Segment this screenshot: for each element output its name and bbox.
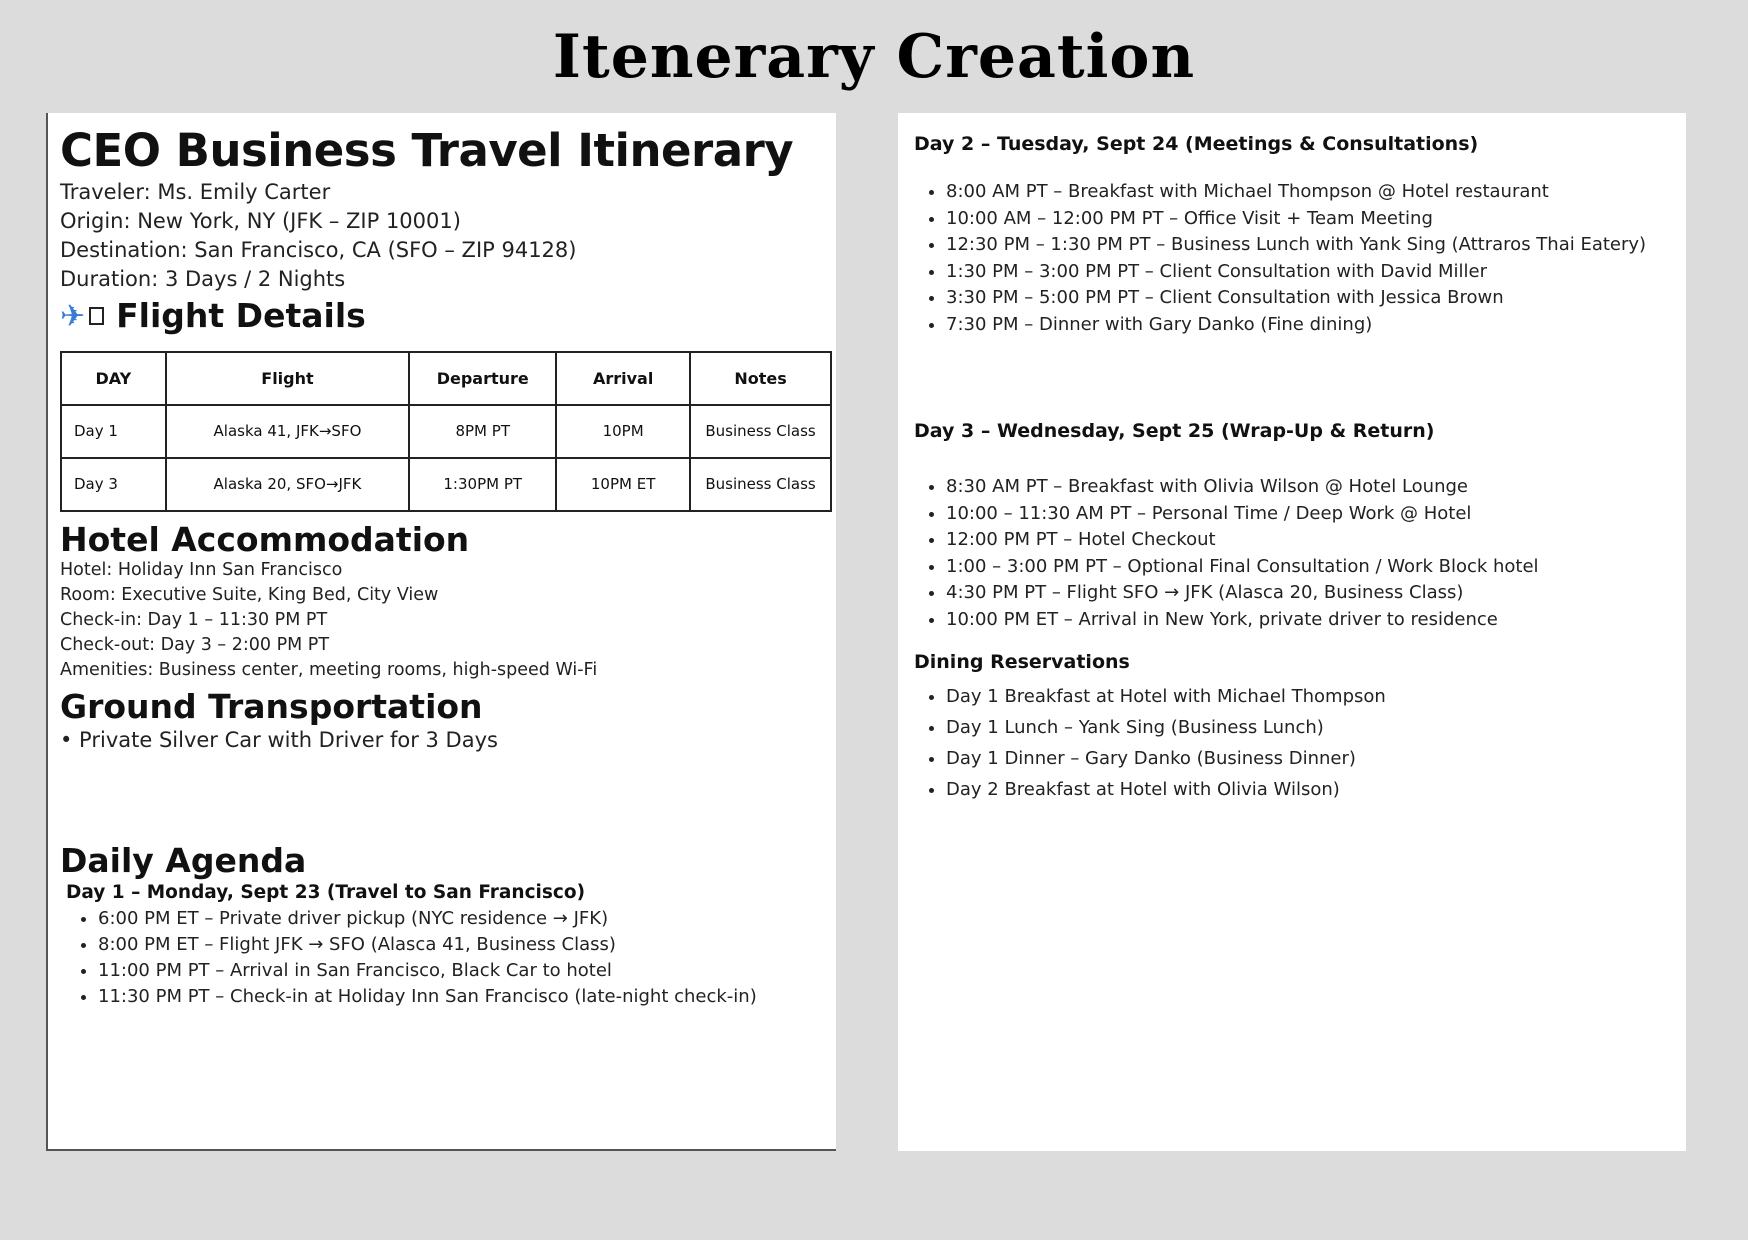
column-header: Flight [166, 352, 410, 405]
table-cell: Day 3 [61, 458, 166, 511]
list-item: • 8:00 PM ET – Flight JFK → SFO (Alasca 41, Business Class) [98, 932, 824, 958]
table-row [61, 405, 831, 458]
hotel-checkin-line: Check-in: Day 1 – 11:30 PM PT [60, 609, 328, 630]
table-cell: Day 1 [61, 405, 166, 458]
list-item: • 8:30 AM PT – Breakfast with Olivia Wilson @ Hotel Lounge [946, 474, 1670, 501]
table-cell: Alaska 41, JFK→SFO [166, 405, 410, 458]
table-cell: 10PM [556, 405, 690, 458]
list-item: • 1:00 – 3:00 PM PT – Optional Final Consultation / Work Block hotel [946, 554, 1670, 581]
table-cell: Business Class [690, 458, 831, 511]
table-row [61, 458, 831, 511]
hotel-checkout-line: Check-out: Day 3 – 2:00 PM PT [60, 634, 330, 655]
flight-details-heading-row [60, 298, 824, 334]
day3-heading: Day 3 – Wednesday, Sept 25 (Wrap-Up & Return) [914, 420, 1435, 442]
list-item: • 10:00 – 11:30 AM PT – Personal Time / Deep Work @ Hotel [946, 501, 1670, 528]
missing-glyph-icon [89, 307, 104, 325]
flight-details-heading: Flight Details [116, 296, 366, 336]
list-item: • Day 1 Breakfast at Hotel with Michael Thompson [946, 681, 1670, 712]
hotel-amenities-line: Amenities: Business center, meeting rooms, high-speed Wi-Fi [60, 659, 598, 680]
table-cell: 10PM ET [556, 458, 690, 511]
list-item: • Day 1 Lunch – Yank Sing (Business Lunch) [946, 712, 1670, 743]
column-header: Departure [409, 352, 556, 405]
day1-list [60, 906, 824, 1010]
flight-table [60, 351, 832, 512]
list-item: • 10:00 PM ET – Arrival in New York, private driver to residence [946, 607, 1670, 634]
day2-heading: Day 2 – Tuesday, Sept 24 (Meetings & Consultations) [914, 133, 1479, 155]
hotel-name-line: Hotel: Holiday Inn San Francisco [60, 559, 343, 580]
table-cell: Alaska 20, SFO→JFK [166, 458, 410, 511]
day3-list [914, 474, 1670, 633]
list-item: • 6:00 PM ET – Private driver pickup (NYC residence → JFK) [98, 906, 824, 932]
dining-heading: Dining Reservations [914, 651, 1130, 673]
list-item: • Day 1 Dinner – Gary Danko (Business Dinner) [946, 743, 1670, 774]
table-cell: 1:30PM PT [409, 458, 556, 511]
daily-agenda-heading: Daily Agenda [60, 841, 307, 881]
list-item: • 11:30 PM PT – Check-in at Holiday Inn San Francisco (late-night check-in) [98, 984, 824, 1010]
table-cell: Business Class [690, 405, 831, 458]
traveler-line: Traveler: Ms. Emily Carter [60, 180, 331, 205]
airplane-icon: ✈ [60, 298, 86, 334]
page-title: Itenerary Creation [552, 22, 1196, 92]
list-item: • 1:30 PM – 3:00 PM PT – Client Consultation with David Miller [946, 259, 1670, 286]
destination-line: Destination: San Francisco, CA (SFO – ZIP 94128) [60, 238, 577, 263]
list-item: • 4:30 PM PT – Flight SFO → JFK (Alasca 20, Business Class) [946, 580, 1670, 607]
origin-line: Origin: New York, NY (JFK – ZIP 10001) [60, 209, 461, 234]
column-header: Arrival [556, 352, 690, 405]
flight-table-header [61, 352, 831, 405]
column-header: Notes [690, 352, 831, 405]
dining-list [914, 681, 1670, 805]
document-title: CEO Business Travel Itinerary [60, 124, 794, 177]
list-item: • 11:00 PM PT – Arrival in San Francisco, Black Car to hotel [98, 958, 824, 984]
itinerary-page-right [898, 113, 1686, 1151]
duration-line: Duration: 3 Days / 2 Nights [60, 267, 346, 292]
list-item: • 8:00 AM PT – Breakfast with Michael Thompson @ Hotel restaurant [946, 179, 1670, 206]
day2-list [914, 179, 1670, 338]
day1-heading: Day 1 – Monday, Sept 23 (Travel to San Francisco) [66, 882, 586, 904]
ground-transport-item: • Private Silver Car with Driver for 3 Days [60, 728, 498, 753]
hotel-heading: Hotel Accommodation [60, 519, 470, 559]
column-header: DAY [61, 352, 166, 405]
itinerary-page-left [46, 113, 836, 1151]
list-item: • 10:00 AM – 12:00 PM PT – Office Visit + Team Meeting [946, 206, 1670, 233]
list-item: • 12:00 PM PT – Hotel Checkout [946, 527, 1670, 554]
ground-transport-heading: Ground Transportation [60, 686, 483, 726]
list-item: • 3:30 PM – 5:00 PM PT – Client Consultation with Jessica Brown [946, 285, 1670, 312]
list-item: • Day 2 Breakfast at Hotel with Olivia Wilson) [946, 774, 1670, 805]
table-cell: 8PM PT [409, 405, 556, 458]
list-item: • 12:30 PM – 1:30 PM PT – Business Lunch with Yank Sing (Attraros Thai Eatery) [946, 232, 1670, 259]
hotel-room-line: Room: Executive Suite, King Bed, City View [60, 584, 439, 605]
list-item: • 7:30 PM – Dinner with Gary Danko (Fine dining) [946, 312, 1670, 339]
